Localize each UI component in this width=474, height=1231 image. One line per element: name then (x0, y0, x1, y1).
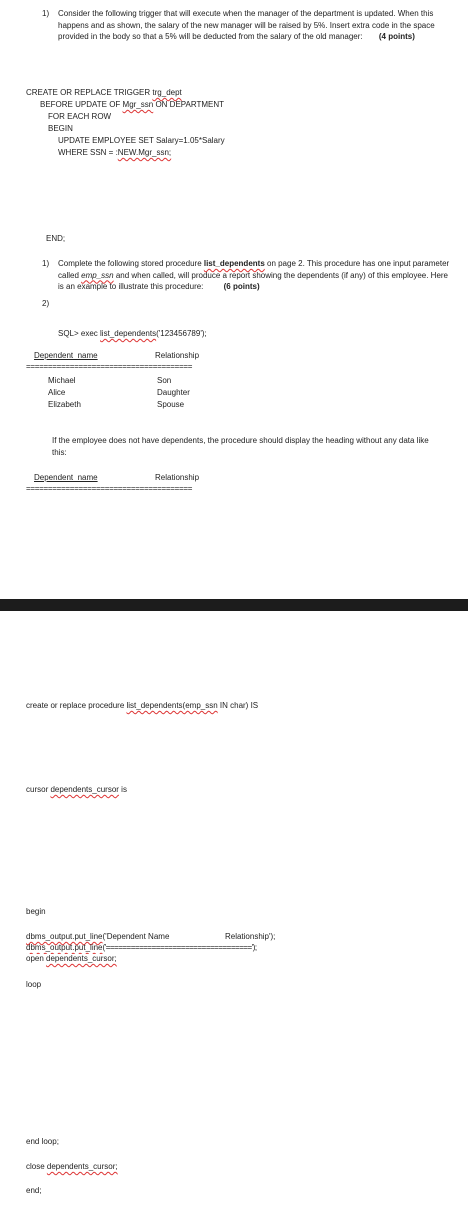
header-dependent-name-b: Dependent_name (34, 473, 98, 482)
proc-signature: list_dependents(emp_ssn (126, 701, 218, 710)
q2-number-2: 2) (42, 299, 50, 308)
q2-param: emp_ssn (81, 270, 114, 280)
trigger-column: Mgr_ssn (122, 100, 154, 109)
header-relationship-b: Relationship (155, 473, 200, 482)
header-separator: ====================================== (26, 362, 193, 371)
proc-loop: loop (26, 980, 42, 989)
proc-begin: begin (26, 907, 46, 916)
example-row-name: Michael (48, 376, 76, 385)
example-row-name: Alice (48, 388, 66, 397)
no-dependents-note: If the employee does not have dependents, the procedure should display the heading without any data like this: (52, 436, 429, 457)
trigger-line-5: UPDATE EMPLOYEE SET Salary=1.05*Salary (58, 136, 225, 145)
q1-text (58, 8, 453, 43)
proc-cursor-line: cursor dependents_cursor is (26, 785, 127, 794)
sql-prompt: SQL> exec list_dependents('123456789'); (58, 329, 207, 338)
proc-end-loop: end loop; (26, 1137, 59, 1146)
q1-number: 1) (42, 9, 50, 18)
q2-points: (6 points) (223, 282, 260, 291)
trigger-line-2: BEFORE UPDATE OF Mgr_ssn ON DEPARTMENT (40, 100, 225, 109)
q1-points: (4 points) (378, 32, 415, 41)
trigger-line-3: FOR EACH ROW (48, 112, 112, 121)
q2-text: Complete the following stored procedure list_dependents on page 2. This procedure has one input parameter called emp_ssn and when called, will produce a report showing the dependents (if any) of this employee. Here is an example to illustrate this procedure: (6 points) (58, 259, 450, 291)
trigger-line-4: BEGIN (48, 124, 73, 133)
example-row-rel: Spouse (157, 400, 185, 409)
example-row-rel: Son (157, 376, 172, 385)
q1-body: Consider the following trigger that will execute when the manager of the department is updated. When this happens and as shown, the salary of the new manager will be raised by 5%. Insert extra code in the space provided in the body so that a 5% will be deducted from the salary of the old manager: (58, 9, 435, 41)
example-row-rel: Daughter (157, 388, 190, 397)
header-dependent-name: Dependent_name (34, 351, 98, 360)
proc-close-cursor: close dependents_cursor; (26, 1162, 118, 1171)
proc-open-cursor: open dependents_cursor; (26, 954, 117, 963)
page-break (0, 599, 468, 611)
sql-prompt-proc: list_dependents (100, 329, 157, 338)
trigger-name: trg_dept (152, 88, 182, 97)
proc-create-line: create or replace procedure list_dependents(emp_ssn IN char) IS (26, 701, 259, 710)
q2-proc-name: list_dependents (203, 259, 265, 268)
header-relationship: Relationship (155, 351, 200, 360)
proc-end: end; (26, 1186, 42, 1195)
q2-number: 1) (42, 259, 50, 268)
trigger-new-ref: NEW.Mgr_ssn; (117, 148, 172, 157)
trigger-line-1: CREATE OR REPLACE TRIGGER trg_dept (26, 88, 182, 97)
example-row-name: Elizabeth (48, 400, 81, 409)
header-separator-b: ====================================== (26, 484, 193, 493)
proc-put-line-2: dbms_output.put_line('==================================='); (26, 943, 257, 952)
trigger-line-6: WHERE SSN = :NEW.Mgr_ssn; (58, 148, 172, 157)
proc-put-line-1: dbms_output.put_line('Dependent Name Relationship'); (26, 932, 276, 941)
cursor-name: dependents_cursor (50, 785, 119, 794)
trigger-end: END; (46, 234, 66, 243)
